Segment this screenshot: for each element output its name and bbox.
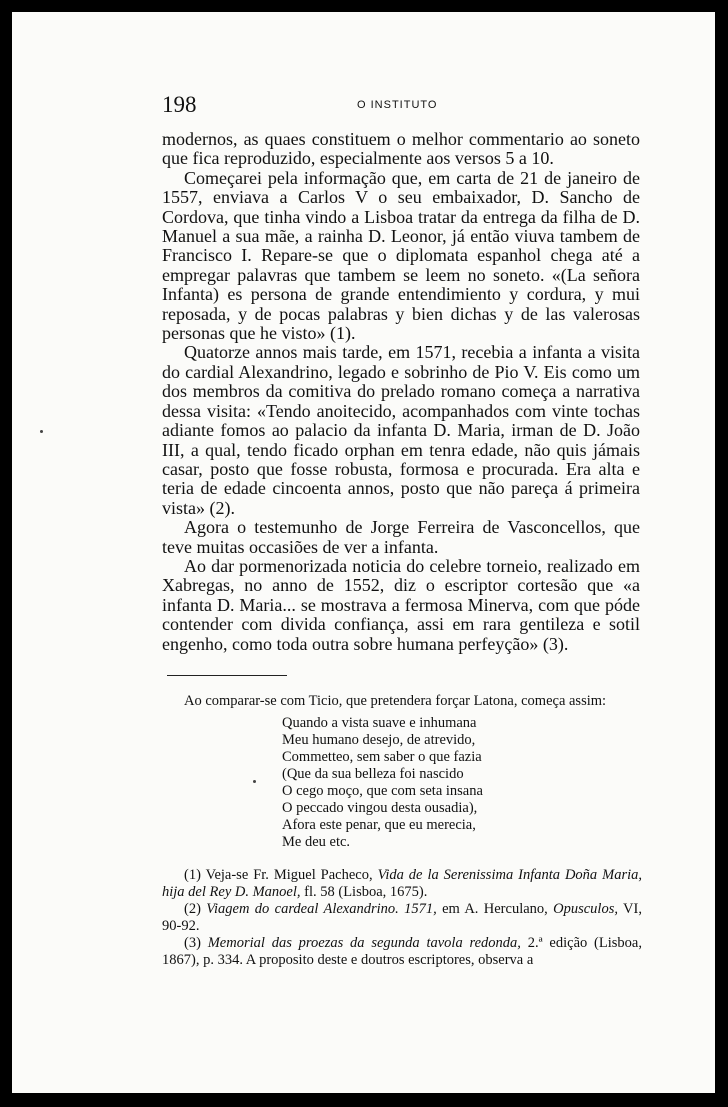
footnote-1-title: Vida de la Serenissima Infanta Doña Maria, hija del Rey D. Manoel, xyxy=(162,867,643,900)
footnote-1-text: (1) Veja-se Fr. Miguel Pacheco, xyxy=(184,867,378,883)
footnote-2-mid: em A. Herculano, xyxy=(436,901,554,917)
footnote-3-mark: (3) xyxy=(184,935,208,951)
paragraph-4: Agora o testemunho de Jorge Ferreira de Vasconcellos, que teve muitas occasiões de ver a infanta. xyxy=(162,517,640,557)
running-head: O INSTITUTO xyxy=(357,99,438,111)
poem-line: Afora este penar, que eu merecia, xyxy=(282,817,476,833)
poem-line: Commetteo, sem saber o que fazia xyxy=(282,749,482,765)
footnote-2 xyxy=(162,901,642,935)
paragraph-5: Ao dar pormenorizada noticia do celebre torneio, realizado em Xabregas, no anno de 1552, diz o escriptor cortesão que «a infanta D. Maria... se mostrava a fermosa Minerva, com que póde contender com divida confiança, assi em rara gentileza e sotil engenho, como toda outra sobre humana perfeyção» (3). xyxy=(162,555,640,654)
paragraph-1: modernos, as quaes constituem o melhor commentario ao soneto que fica reproduzido, especialmente aos versos 5 a 10. xyxy=(162,129,640,169)
print-speck xyxy=(253,780,256,783)
poem-line: Quando a vista suave e inhumana xyxy=(282,715,477,731)
footnote-2-title2: Opusculos, xyxy=(553,901,618,917)
poem-line: Me deu etc. xyxy=(282,834,351,850)
book-page xyxy=(12,12,715,1093)
footnote-2-title: Viagem do cardeal Alexandrino. 1571, xyxy=(206,901,437,917)
footnote-divider xyxy=(167,675,287,676)
footnote-3 xyxy=(162,935,642,969)
footnote-2-mark: (2) xyxy=(184,901,207,917)
footnote-1 xyxy=(162,867,642,901)
poem-line: Meu humano desejo, de atrevido, xyxy=(282,732,476,748)
footnotes xyxy=(162,867,642,969)
page-header xyxy=(162,92,652,122)
poem-line: O cego moço, que com seta insana xyxy=(282,783,483,799)
footnote-2-rest: VI, 90-92. xyxy=(162,901,642,934)
poem-line: O peccado vingou desta ousadia), xyxy=(282,800,478,816)
note-intro: Ao comparar-se com Ticio, que pretendera forçar Latona, começa assim: xyxy=(184,693,607,709)
main-text xyxy=(162,130,640,654)
footnote-3-rest: 2.ª edição (Lisboa, 1867), p. 334. A proposito deste e doutros escriptores, observa a xyxy=(162,935,642,968)
poem-line: (Que da sua belleza foi nascido xyxy=(282,766,464,782)
paragraph-3: Quatorze annos mais tarde, em 1571, recebia a infanta a visita do cardial Alexandrino, legado e sobrinho de Pio V. Eis como um dos membros da comitiva do prelado romano começa a narrativa dessa visita: «Tendo anoitecido, acompanhados com vinte tochas adiante fomos ao palacio da infanta D. Maria, irman de D. João III, a qual, tendo ficado orphan em tenra edade, não quis jámais casar, posto que fosse robusta, formosa e procurada. Era alta e teria de edade cincoenta annos, posto que não pareça á primeira vista» (2). xyxy=(162,342,640,518)
page-number: 198 xyxy=(162,92,197,117)
footnote-3-title: Memorial das proezas da segunda tavola redonda, xyxy=(207,935,521,951)
paragraph-2: Começarei pela informação que, em carta de 21 de janeiro de 1557, enviava a Carlos V o seu embaixador, D. Sancho de Cordova, que tinha vindo a Lisboa tratar da entrega da filha de D. Manuel a sua mãe, a rainha D. Leonor, já então viuva tambem de Francisco I. Repare-se que o diplomata espanhol chega até a empregar palavras que tambem se leem no soneto. «(La señora Infanta) es persona de grande entendimiento y cordura, y mui reposada, y de pocas palabras y bien dichas y de las valerosas personas que he visto» (1). xyxy=(162,167,640,344)
note-block xyxy=(162,693,642,851)
poem xyxy=(282,715,642,851)
print-speck xyxy=(40,430,43,433)
footnote-1-rest: fl. 58 (Lisboa, 1675). xyxy=(300,884,428,900)
